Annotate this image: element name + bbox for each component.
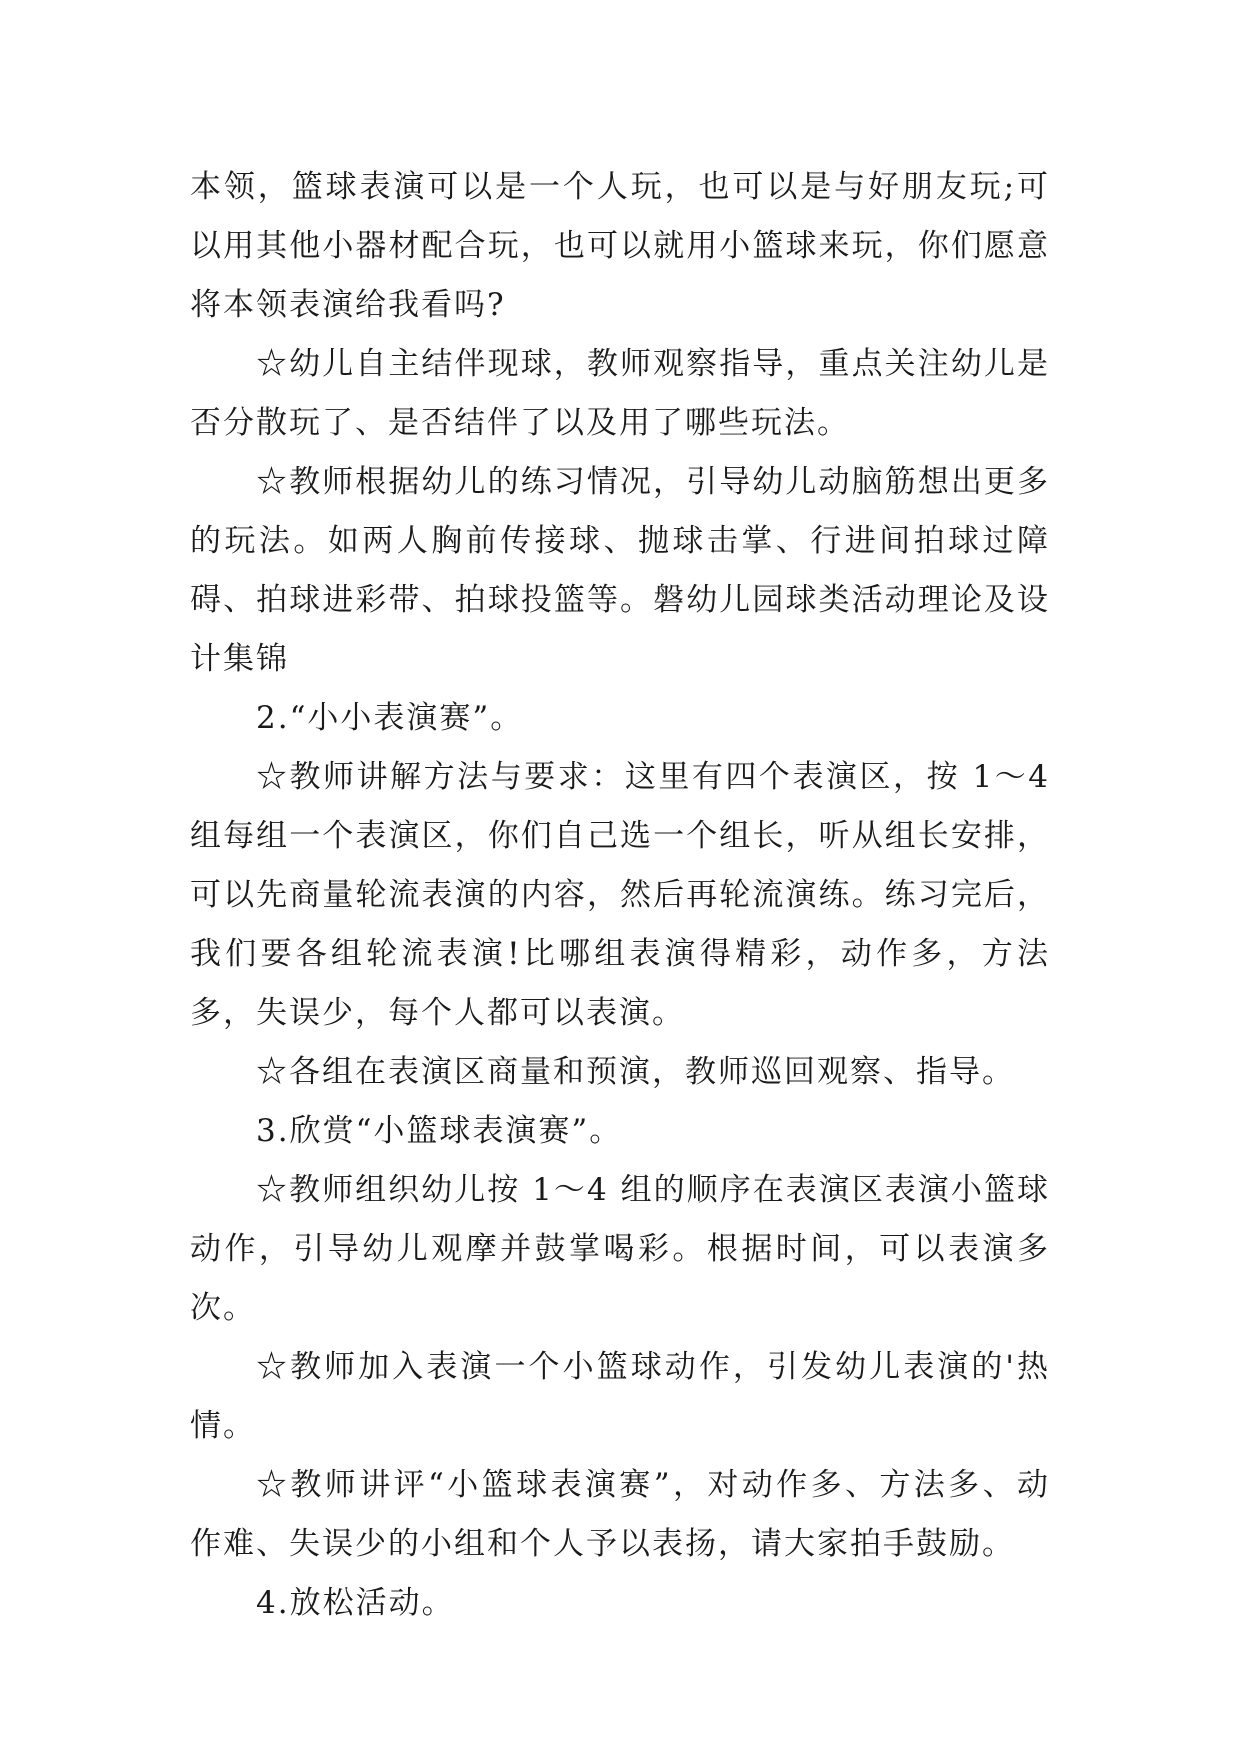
paragraph-perform: ☆教师组织幼儿按 1～4 组的顺序在表演区表演小篮球动作，引导幼儿观摩并鼓掌喝彩。根据时间，可以表演多次。 [190, 1172, 1050, 1326]
paragraph-observe: ☆幼儿自主结伴现球，教师观察指导，重点关注幼儿是否分散玩了、是否结伴了以及用了哪些玩法。 [190, 346, 1050, 441]
paragraph-teacher-join: ☆教师加入表演一个小篮球动作，引发幼儿表演的'热情。 [190, 1349, 1050, 1444]
section-heading-4: 4.放松活动。 [256, 1585, 455, 1621]
paragraph-review: ☆教师讲评“小篮球表演赛”，对动作多、方法多、动作难、失误少的小组和个人予以表扬，请大家拍手鼓励。 [190, 1467, 1050, 1562]
document-body [190, 158, 1050, 1633]
paragraph-continued: 本领，篮球表演可以是一个人玩，也可以是与好朋友玩;可以用其他小器材配合玩，也可以就用小篮球来玩，你们愿意将本领表演给我看吗? [190, 169, 1050, 323]
paragraph-rehearse: ☆各组在表演区商量和预演，教师巡回观察、指导。 [256, 1054, 1015, 1090]
section-heading-3: 3.欣赏“小篮球表演赛”。 [256, 1113, 623, 1149]
paragraph-rules: ☆教师讲解方法与要求：这里有四个表演区，按 1～4 组每组一个表演区，你们自己选一个组长，听从组长安排，可以先商量轮流表演的内容，然后再轮流演练。练习完后，我们要各组轮流表演!比哪组表演得精彩，动作多，方法多，失误少，每个人都可以表演。 [190, 759, 1050, 1031]
section-heading-2: 2.“小小表演赛”。 [256, 700, 524, 736]
paragraph-guide: ☆教师根据幼儿的练习情况，引导幼儿动脑筋想出更多的玩法。如两人胸前传接球、抛球击掌、行进间拍球过障碍、拍球进彩带、拍球投篮等。磐幼儿园球类活动理论及设计集锦 [190, 464, 1050, 677]
